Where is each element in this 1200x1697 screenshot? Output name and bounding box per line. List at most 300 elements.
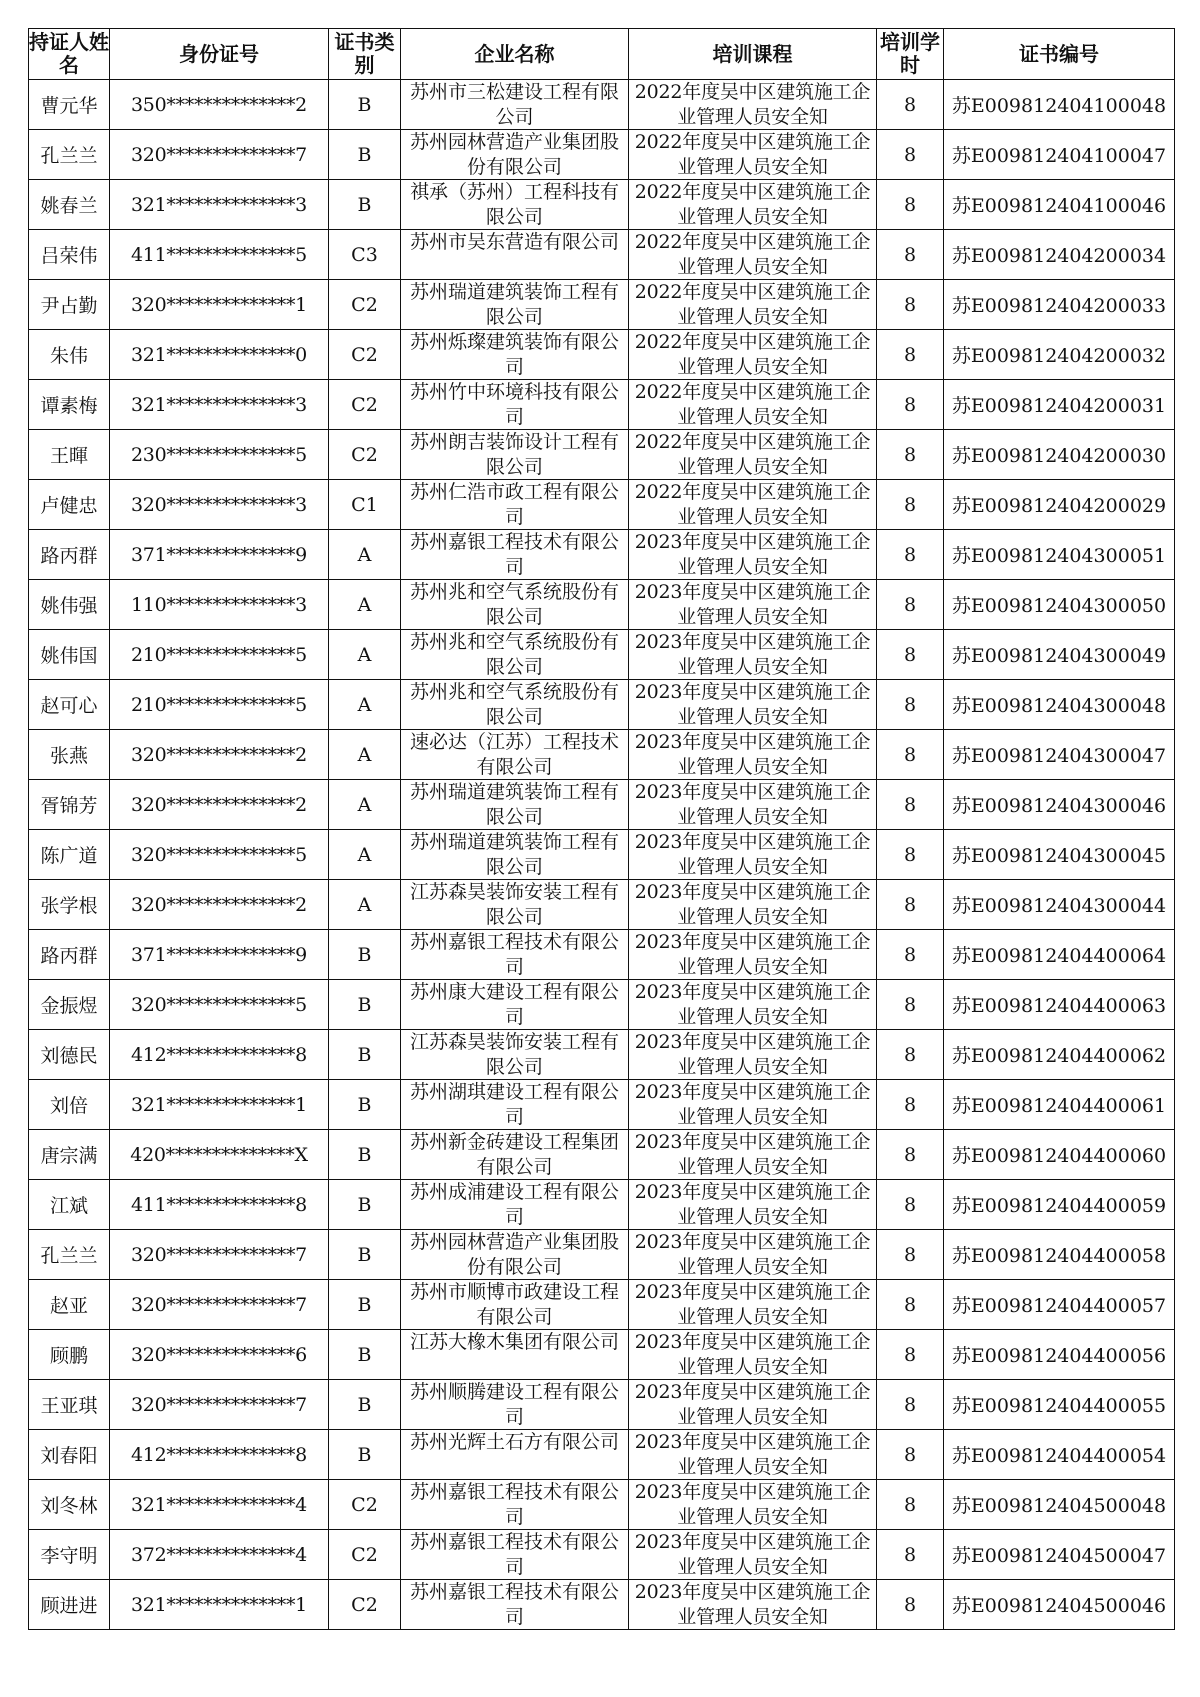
table-row [29,530,1175,580]
cell-course [629,980,877,1030]
header-company: 企业名称 [401,29,629,80]
cell-company [401,130,629,180]
cell-type: A [329,580,401,630]
company-text: 祺承（苏州）工程科技有限公司 [409,181,619,228]
table-row [29,1530,1175,1580]
table-row [29,1380,1175,1430]
cell-hours: 8 [877,1430,944,1480]
cell-name: 刘春阳 [29,1430,110,1480]
cell-hours: 8 [877,580,944,630]
course-text: 2023年度吴中区建筑施工企业管理人员安全知 [634,1131,871,1178]
cell-course [629,1030,877,1080]
course-text: 2023年度吴中区建筑施工企业管理人员安全知 [634,1531,871,1578]
cell-cert: 苏E009812404400057 [944,1280,1175,1330]
cell-company [401,680,629,730]
cell-type: A [329,630,401,680]
cell-course [629,580,877,630]
cell-id: 321**************4 [110,1480,329,1530]
cell-type: B [329,1080,401,1130]
cell-type: B [329,1230,401,1280]
course-text: 2023年度吴中区建筑施工企业管理人员安全知 [634,1281,871,1328]
cell-cert: 苏E009812404300048 [944,680,1175,730]
cell-course [629,280,877,330]
course-text: 2022年度吴中区建筑施工企业管理人员安全知 [634,481,871,528]
cell-type: A [329,730,401,780]
cell-company [401,80,629,130]
cell-company [401,330,629,380]
cell-cert: 苏E009812404300050 [944,580,1175,630]
course-text: 2023年度吴中区建筑施工企业管理人员安全知 [634,881,871,928]
cell-id: 320**************2 [110,730,329,780]
cell-cert: 苏E009812404300049 [944,630,1175,680]
cell-hours: 8 [877,980,944,1030]
cell-hours: 8 [877,1280,944,1330]
company-text: 苏州湖琪建设工程有限公司 [409,1081,619,1128]
company-text: 苏州兆和空气系统股份有限公司 [409,681,619,728]
cell-name: 姚伟国 [29,630,110,680]
header-type: 证书类别 [329,29,401,80]
company-text: 苏州新金砖建设工程集团有限公司 [409,1131,619,1178]
cell-cert: 苏E009812404400056 [944,1330,1175,1380]
cell-course [629,480,877,530]
table-row [29,1230,1175,1280]
cell-id: 321**************1 [110,1580,329,1630]
company-text: 江苏森昊装饰安装工程有限公司 [409,881,619,928]
cell-id: 230**************5 [110,430,329,480]
cell-company [401,280,629,330]
company-text: 苏州嘉银工程技术有限公司 [409,531,619,578]
cell-course [629,330,877,380]
cell-hours: 8 [877,1330,944,1380]
cell-id: 412**************8 [110,1030,329,1080]
cell-id: 420**************X [110,1130,329,1180]
cell-course [629,80,877,130]
cell-cert: 苏E009812404400058 [944,1230,1175,1280]
course-text: 2023年度吴中区建筑施工企业管理人员安全知 [634,1431,871,1478]
company-text: 苏州仁浩市政工程有限公司 [409,481,619,528]
cell-course [629,1230,877,1280]
header-id: 身份证号 [110,29,329,80]
cell-type: B [329,1030,401,1080]
cell-company [401,1280,629,1330]
company-text: 苏州顺腾建设工程有限公司 [409,1381,619,1428]
table-row [29,1580,1175,1630]
cell-type: C2 [329,1580,401,1630]
cell-name: 刘冬林 [29,1480,110,1530]
cell-type: B [329,1380,401,1430]
cell-course [629,1580,877,1630]
cell-hours: 8 [877,280,944,330]
cell-id: 371**************9 [110,930,329,980]
cell-id: 210**************5 [110,680,329,730]
table-row [29,1280,1175,1330]
company-text: 苏州瑞道建筑装饰工程有限公司 [409,281,619,328]
cell-hours: 8 [877,630,944,680]
cell-hours: 8 [877,1380,944,1430]
cell-cert: 苏E009812404300047 [944,730,1175,780]
cell-cert: 苏E009812404100046 [944,180,1175,230]
cell-name: 顾鹏 [29,1330,110,1380]
table-row [29,980,1175,1030]
cell-company [401,630,629,680]
company-text: 苏州嘉银工程技术有限公司 [409,1481,619,1528]
cell-course [629,730,877,780]
cell-course [629,830,877,880]
course-text: 2023年度吴中区建筑施工企业管理人员安全知 [634,1181,871,1228]
course-text: 2023年度吴中区建筑施工企业管理人员安全知 [634,631,871,678]
cell-name: 江斌 [29,1180,110,1230]
cell-name: 朱伟 [29,330,110,380]
cell-hours: 8 [877,80,944,130]
cell-id: 320**************7 [110,1280,329,1330]
table-row [29,80,1175,130]
cell-id: 320**************2 [110,880,329,930]
cell-company [401,1430,629,1480]
company-text: 江苏森昊装饰安装工程有限公司 [409,1031,619,1078]
cell-name: 李守明 [29,1530,110,1580]
cell-name: 陈广道 [29,830,110,880]
cell-company [401,830,629,880]
cell-cert: 苏E009812404300045 [944,830,1175,880]
cell-name: 孔兰兰 [29,1230,110,1280]
cell-company [401,1580,629,1630]
cell-company [401,780,629,830]
course-text: 2023年度吴中区建筑施工企业管理人员安全知 [634,981,871,1028]
cell-id: 321**************3 [110,380,329,430]
cell-hours: 8 [877,180,944,230]
cell-company [401,980,629,1030]
table-row [29,1180,1175,1230]
cell-type: B [329,980,401,1030]
cell-hours: 8 [877,230,944,280]
table-row [29,730,1175,780]
cell-course [629,780,877,830]
cell-cert: 苏E009812404100047 [944,130,1175,180]
cell-course [629,1530,877,1580]
header-row [29,29,1175,80]
cell-cert: 苏E009812404200031 [944,380,1175,430]
cell-company [401,380,629,430]
cell-course [629,1130,877,1180]
cell-cert: 苏E009812404400063 [944,980,1175,1030]
cell-id: 411**************8 [110,1180,329,1230]
table-row [29,830,1175,880]
cell-company [401,1180,629,1230]
cell-company [401,1380,629,1430]
table-row [29,1430,1175,1480]
table-row [29,1480,1175,1530]
company-text: 苏州光辉土石方有限公司 [409,1431,619,1453]
cell-company [401,930,629,980]
cell-type: C2 [329,1530,401,1580]
cell-id: 320**************7 [110,1380,329,1430]
cell-name: 金振煜 [29,980,110,1030]
cell-hours: 8 [877,880,944,930]
cell-id: 411**************5 [110,230,329,280]
course-text: 2022年度吴中区建筑施工企业管理人员安全知 [634,81,871,128]
cell-hours: 8 [877,1530,944,1580]
cell-hours: 8 [877,1180,944,1230]
cell-hours: 8 [877,430,944,480]
course-text: 2023年度吴中区建筑施工企业管理人员安全知 [634,581,871,628]
course-text: 2023年度吴中区建筑施工企业管理人员安全知 [634,1481,871,1528]
cell-type: B [329,1280,401,1330]
cell-company [401,580,629,630]
cell-course [629,930,877,980]
cell-cert: 苏E009812404200029 [944,480,1175,530]
cell-course [629,1380,877,1430]
cell-hours: 8 [877,930,944,980]
company-text: 苏州竹中环境科技有限公司 [409,381,619,428]
cell-company [401,1230,629,1280]
cell-type: C2 [329,330,401,380]
cell-company [401,180,629,230]
cell-cert: 苏E009812404400062 [944,1030,1175,1080]
cell-id: 372**************4 [110,1530,329,1580]
cell-company [401,1330,629,1380]
cell-name: 顾进进 [29,1580,110,1630]
course-text: 2023年度吴中区建筑施工企业管理人员安全知 [634,1081,871,1128]
table-row [29,1330,1175,1380]
cell-cert: 苏E009812404400054 [944,1430,1175,1480]
cell-type: B [329,130,401,180]
cell-id: 350**************2 [110,80,329,130]
cell-course [629,1430,877,1480]
cell-course [629,530,877,580]
course-text: 2023年度吴中区建筑施工企业管理人员安全知 [634,731,871,778]
cell-id: 320**************7 [110,130,329,180]
cell-cert: 苏E009812404400059 [944,1180,1175,1230]
cell-type: B [329,80,401,130]
company-text: 苏州兆和空气系统股份有限公司 [409,581,619,628]
cell-type: B [329,1330,401,1380]
cell-company [401,1530,629,1580]
cell-hours: 8 [877,130,944,180]
cell-company [401,530,629,580]
cell-course [629,1280,877,1330]
cell-hours: 8 [877,830,944,880]
cell-type: C2 [329,280,401,330]
cell-id: 320**************6 [110,1330,329,1380]
company-text: 苏州嘉银工程技术有限公司 [409,931,619,978]
header-cert: 证书编号 [944,29,1175,80]
table-row [29,630,1175,680]
cell-hours: 8 [877,1030,944,1080]
table-row [29,130,1175,180]
cell-cert: 苏E009812404200032 [944,330,1175,380]
table-row [29,480,1175,530]
cell-company [401,230,629,280]
cell-cert: 苏E009812404400060 [944,1130,1175,1180]
cell-company [401,480,629,530]
table-row [29,180,1175,230]
header-name: 持证人姓名 [29,29,110,80]
cell-name: 尹占勤 [29,280,110,330]
cell-name: 孔兰兰 [29,130,110,180]
cell-type: C3 [329,230,401,280]
company-text: 苏州嘉银工程技术有限公司 [409,1531,619,1578]
table-row [29,930,1175,980]
cell-course [629,630,877,680]
cell-id: 110**************3 [110,580,329,630]
company-text: 苏州成浦建设工程有限公司 [409,1181,619,1228]
cell-name: 赵亚 [29,1280,110,1330]
cell-type: A [329,680,401,730]
cell-hours: 8 [877,1230,944,1280]
cell-name: 路丙群 [29,530,110,580]
cell-name: 张学根 [29,880,110,930]
cell-cert: 苏E009812404400061 [944,1080,1175,1130]
cell-id: 320**************2 [110,780,329,830]
cell-name: 赵可心 [29,680,110,730]
company-text: 苏州市吴东营造有限公司 [409,231,619,253]
cell-cert: 苏E009812404400055 [944,1380,1175,1430]
table-row [29,230,1175,280]
course-text: 2022年度吴中区建筑施工企业管理人员安全知 [634,131,871,178]
course-text: 2023年度吴中区建筑施工企业管理人员安全知 [634,931,871,978]
cell-name: 卢健忠 [29,480,110,530]
company-text: 苏州市顺博市政建设工程有限公司 [409,1281,619,1328]
course-text: 2022年度吴中区建筑施工企业管理人员安全知 [634,431,871,478]
cell-company [401,1030,629,1080]
cell-course [629,680,877,730]
certificate-table [28,28,1175,1630]
table-row [29,680,1175,730]
cell-type: C2 [329,380,401,430]
cell-cert: 苏E009812404200033 [944,280,1175,330]
cell-name: 胥锦芳 [29,780,110,830]
company-text: 苏州瑞道建筑装饰工程有限公司 [409,831,619,878]
table-row [29,1030,1175,1080]
cell-cert: 苏E009812404500048 [944,1480,1175,1530]
cell-id: 320**************7 [110,1230,329,1280]
cell-type: B [329,1130,401,1180]
company-text: 苏州烁璨建筑装饰有限公司 [409,331,619,378]
cell-hours: 8 [877,780,944,830]
cell-id: 320**************1 [110,280,329,330]
table-row [29,1130,1175,1180]
course-text: 2022年度吴中区建筑施工企业管理人员安全知 [634,381,871,428]
table-row [29,330,1175,380]
cell-type: B [329,1430,401,1480]
company-text: 苏州园林营造产业集团股份有限公司 [409,131,619,178]
company-text: 苏州康大建设工程有限公司 [409,981,619,1028]
company-text: 苏州市三松建设工程有限公司 [409,81,619,128]
cell-id: 320**************5 [110,830,329,880]
cell-id: 320**************3 [110,480,329,530]
cell-type: A [329,830,401,880]
cell-hours: 8 [877,480,944,530]
cell-id: 321**************0 [110,330,329,380]
cell-hours: 8 [877,380,944,430]
course-text: 2023年度吴中区建筑施工企业管理人员安全知 [634,781,871,828]
course-text: 2023年度吴中区建筑施工企业管理人员安全知 [634,1331,871,1378]
cell-type: B [329,930,401,980]
cell-cert: 苏E009812404400064 [944,930,1175,980]
cell-cert: 苏E009812404500046 [944,1580,1175,1630]
cell-id: 320**************5 [110,980,329,1030]
cell-company [401,1080,629,1130]
header-course: 培训课程 [629,29,877,80]
cell-id: 412**************8 [110,1430,329,1480]
cell-hours: 8 [877,1580,944,1630]
cell-name: 曹元华 [29,80,110,130]
cell-company [401,1130,629,1180]
cell-name: 姚伟强 [29,580,110,630]
cell-cert: 苏E009812404100048 [944,80,1175,130]
cell-course [629,230,877,280]
cell-cert: 苏E009812404500047 [944,1530,1175,1580]
cell-name: 王暉 [29,430,110,480]
cell-course [629,430,877,480]
course-text: 2022年度吴中区建筑施工企业管理人员安全知 [634,181,871,228]
cell-cert: 苏E009812404300051 [944,530,1175,580]
cell-type: C2 [329,1480,401,1530]
course-text: 2022年度吴中区建筑施工企业管理人员安全知 [634,331,871,378]
table-row [29,780,1175,830]
course-text: 2023年度吴中区建筑施工企业管理人员安全知 [634,831,871,878]
course-text: 2023年度吴中区建筑施工企业管理人员安全知 [634,681,871,728]
company-text: 苏州嘉银工程技术有限公司 [409,1581,619,1628]
cell-course [629,180,877,230]
company-text: 苏州瑞道建筑装饰工程有限公司 [409,781,619,828]
cell-course [629,130,877,180]
cell-course [629,1080,877,1130]
course-text: 2023年度吴中区建筑施工企业管理人员安全知 [634,531,871,578]
cell-type: B [329,180,401,230]
cell-course [629,380,877,430]
cell-cert: 苏E009812404200030 [944,430,1175,480]
cell-name: 吕荣伟 [29,230,110,280]
cell-hours: 8 [877,730,944,780]
company-text: 苏州兆和空气系统股份有限公司 [409,631,619,678]
cell-id: 371**************9 [110,530,329,580]
cell-name: 王亚琪 [29,1380,110,1430]
course-text: 2023年度吴中区建筑施工企业管理人员安全知 [634,1031,871,1078]
table-row [29,580,1175,630]
cell-name: 姚春兰 [29,180,110,230]
company-text: 江苏大橡木集团有限公司 [409,1331,619,1353]
cell-course [629,1330,877,1380]
cell-course [629,1480,877,1530]
cell-name: 谭素梅 [29,380,110,430]
table-row [29,380,1175,430]
cell-id: 321**************3 [110,180,329,230]
table-row [29,1080,1175,1130]
cell-type: C1 [329,480,401,530]
course-text: 2023年度吴中区建筑施工企业管理人员安全知 [634,1581,871,1628]
cell-hours: 8 [877,330,944,380]
cell-id: 210**************5 [110,630,329,680]
cell-id: 321**************1 [110,1080,329,1130]
cell-name: 刘倍 [29,1080,110,1130]
cell-company [401,880,629,930]
course-text: 2023年度吴中区建筑施工企业管理人员安全知 [634,1381,871,1428]
cell-type: C2 [329,430,401,480]
header-hours: 培训学时 [877,29,944,80]
cell-hours: 8 [877,530,944,580]
cell-hours: 8 [877,1130,944,1180]
cell-hours: 8 [877,1080,944,1130]
company-text: 苏州朗吉装饰设计工程有限公司 [409,431,619,478]
cell-company [401,730,629,780]
cell-company [401,430,629,480]
company-text: 苏州园林营造产业集团股份有限公司 [409,1231,619,1278]
course-text: 2023年度吴中区建筑施工企业管理人员安全知 [634,1231,871,1278]
cell-type: B [329,1180,401,1230]
cell-type: A [329,780,401,830]
cell-name: 路丙群 [29,930,110,980]
